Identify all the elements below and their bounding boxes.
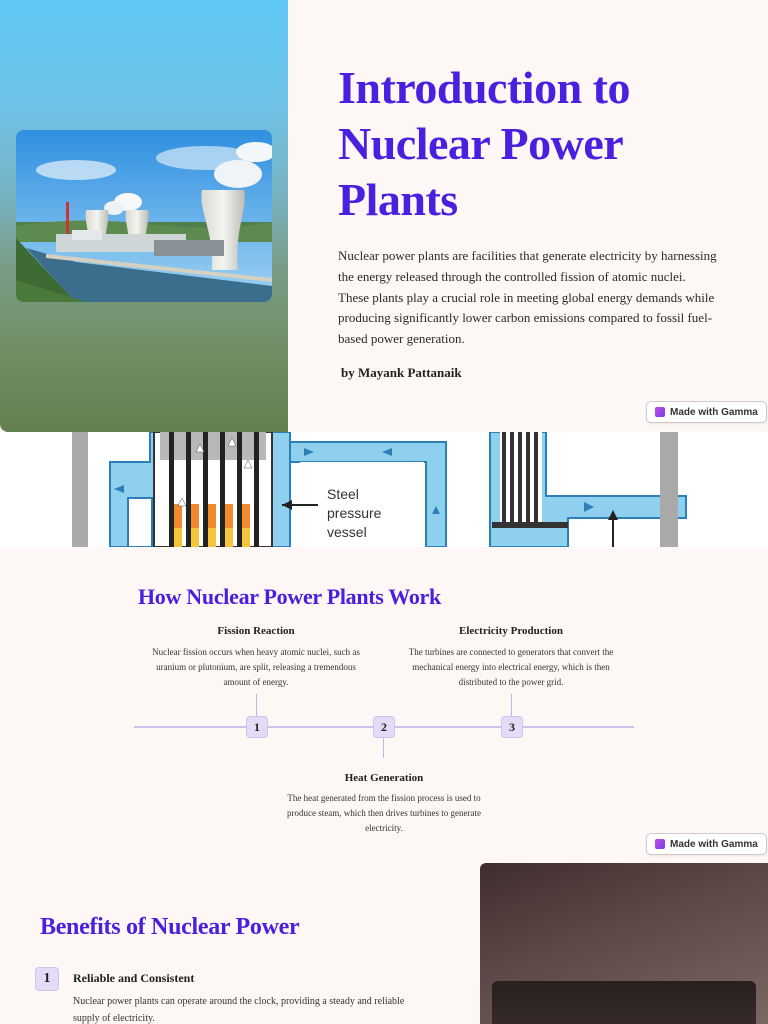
step-1-title: Fission Reaction (217, 625, 295, 637)
benefit-1-text: Nuclear power plants can operate around the clock, providing a steady and reliable supply of electricity. (73, 996, 405, 1024)
made-with-gamma-button[interactable] (646, 401, 767, 423)
step-3-number: 3 (501, 716, 523, 738)
section-title: How Nuclear Power Plants Work (138, 584, 441, 609)
diagram-label-1: Steel (327, 486, 359, 502)
diagram-label-2: pressure (327, 505, 382, 521)
reactor-diagram (0, 432, 768, 547)
gamma-logo-icon (655, 407, 665, 417)
title-slide (0, 0, 768, 432)
benefit-1-title: Reliable and Consistent (73, 971, 195, 985)
badge-label: Made with Gamma (670, 838, 758, 850)
step-2-text: The heat generated from the fission process is used to produce steam, which then drives turbines to generate electricity. (287, 793, 481, 833)
benefits-image-inner (492, 981, 756, 1024)
step-3-title: Electricity Production (459, 625, 563, 637)
page-title: Introduction to Nuclear Power Plants (338, 62, 630, 225)
badge-label: Made with Gamma (670, 406, 758, 418)
timeline-tick (256, 694, 257, 716)
author-line: by Mayank Pattanaik (341, 365, 462, 380)
intro-paragraph: Nuclear power plants are facilities that generate electricity by harnessing the energy released through the controlled fission of atomic nuclei. These plants play a crucial role in meeting global energy demands while producing significantly lower carbon emissions compared to fossil fuel-based power generation. (338, 248, 717, 347)
step-2-number: 2 (373, 716, 395, 738)
gamma-logo-icon (655, 839, 665, 849)
benefit-1-number: 1 (35, 967, 59, 991)
made-with-gamma-button[interactable] (646, 833, 767, 855)
step-1-text: Nuclear fission occurs when heavy atomic nuclei, such as uranium or plutonium, are split, releasing a tremendous amount of energy. (152, 647, 360, 687)
benefits-image (480, 863, 768, 1024)
benefits-slide (0, 863, 768, 1024)
timeline-tick (383, 736, 384, 758)
how-it-works-slide (0, 547, 768, 863)
step-2-title: Heat Generation (344, 772, 424, 784)
timeline-tick (511, 694, 512, 716)
step-1-number: 1 (246, 716, 268, 738)
nuclear-plant-photo (16, 130, 272, 302)
step-3-text: The turbines are connected to generators that convert the mechanical energy into electrical energy, which is then distributed to the power grid. (408, 647, 614, 687)
section-title: Benefits of Nuclear Power (40, 914, 300, 940)
diagram-label-3: vessel (327, 524, 367, 540)
